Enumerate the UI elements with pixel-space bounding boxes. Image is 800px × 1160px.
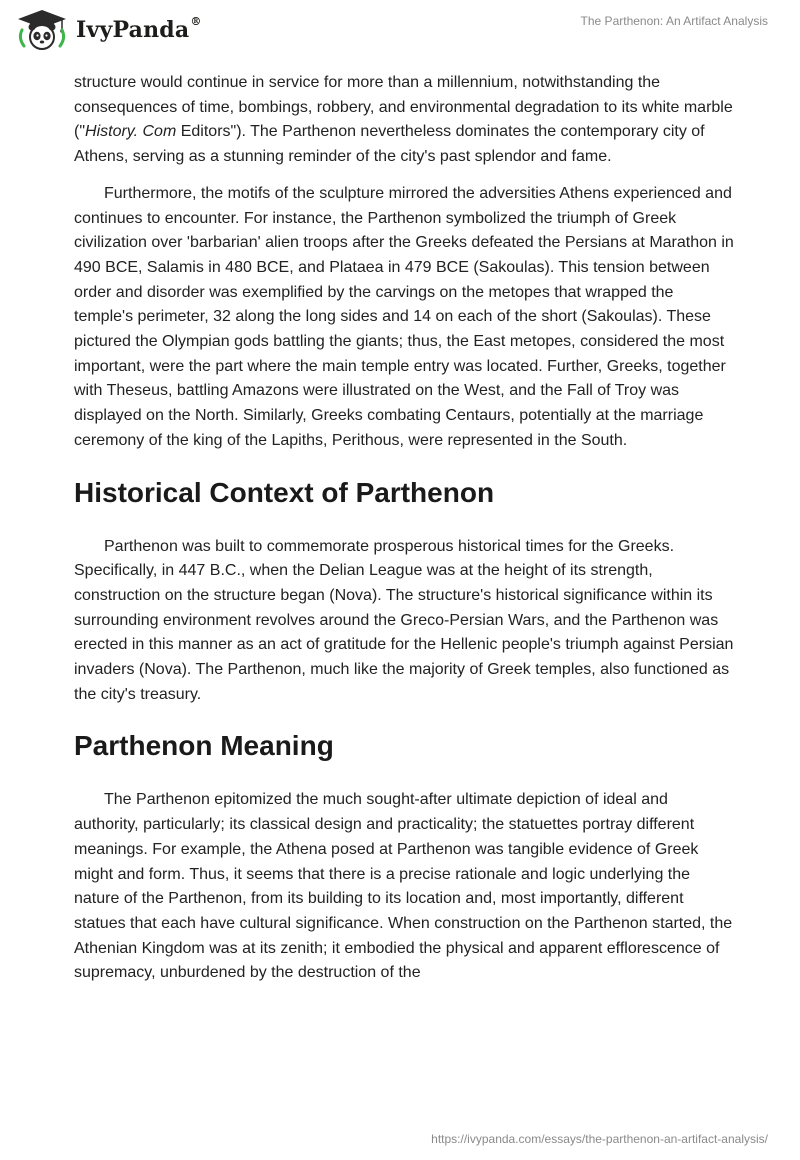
brand-logo[interactable] xyxy=(14,8,202,52)
citation-italic: History. Com xyxy=(85,123,177,141)
paragraph-meaning: The Parthenon epitomized the much sought-after ultimate depiction of ideal and authority, particularly; its classical design and practicality; the statuettes portray different meanings. For example, the Athena posed at Parthenon was tangible evidence of Greek might and form. Thus, it seems that there is a precise rationale and logic underlying the nature of the Parthenon, from its building to its location and, most importantly, different statues that each have cultural significance. When construction on the Parthenon started, the Athenian Kingdom was at its zenith; it embodied the physical and apparent efflorescence of supremacy, unburdened by the destruction of the xyxy=(74,791,733,982)
document-title: The Parthenon: An Artifact Analysis xyxy=(580,14,768,28)
page-header xyxy=(0,0,800,70)
source-url[interactable]: https://ivypanda.com/essays/the-parthenon-an-artifact-analysis/ xyxy=(431,1132,768,1146)
paragraph-continuation xyxy=(74,71,734,170)
paragraph-text: Editors"). The Parthenon nevertheless dominates the contemporary city of Athens, serving as a stunning reminder of the city's past splendor and fame. xyxy=(74,123,705,166)
essay-content xyxy=(74,71,734,986)
section-heading-meaning: Parthenon Meaning xyxy=(74,730,334,762)
paragraph-sculpture-motifs: Furthermore, the motifs of the sculpture mirrored the adversities Athens experienced and continues to encounter. For instance, the Parthenon symbolized the triumph of Greek civilization over 'barbarian' alien troops after the Greeks defeated the Persians at Marathon in 490 BCE, Salamis in 480 BCE, and Plataea in 479 BCE (Sakoulas). This tension between order and disorder was exemplified by the carvings on the metopes that wrapped the temple's perimeter, 32 along the long sides and 14 on each of the short (Sakoulas). These pictured the Olympian gods battling the giants; thus, the East metopes, considered the most important, were the part where the main temple entry was located. Further, Greeks, together with Theseus, battling Amazons were illustrated on the West, and the Fall of Troy was displayed on the North. Similarly, Greeks combating Centaurs, potentially at the marriage ceremony of the king of the Lapiths, Perithous, were represented in the South. xyxy=(74,184,734,449)
section-heading-historical-context: Historical Context of Parthenon xyxy=(74,476,495,508)
brand-name xyxy=(76,17,202,43)
paragraph-historical-context: Parthenon was built to commemorate prosperous historical times for the Greeks. Specifically, in 447 B.C., when the Delian League was at the height of its strength, construction on the structure began (Nova). The structure's historical significance within its surrounding environment revolves around the Greco-Persian Wars, and the Parthenon was erected in this manner as an act of gratitude for the Hellenic people's triumph against Persian invaders (Nova). The Parthenon, much like the majority of Greek temples, also functioned as the city's treasury. xyxy=(74,537,734,703)
registered-mark: ® xyxy=(190,15,202,28)
panda-graduate-icon xyxy=(14,8,70,52)
paragraph-text: structure would continue in service for more than a millennium, notwithstanding the consequences of time, bombings, robbery, and environmental degradation to its white marble (" xyxy=(74,74,733,141)
brand-text: IvyPanda xyxy=(76,17,190,43)
